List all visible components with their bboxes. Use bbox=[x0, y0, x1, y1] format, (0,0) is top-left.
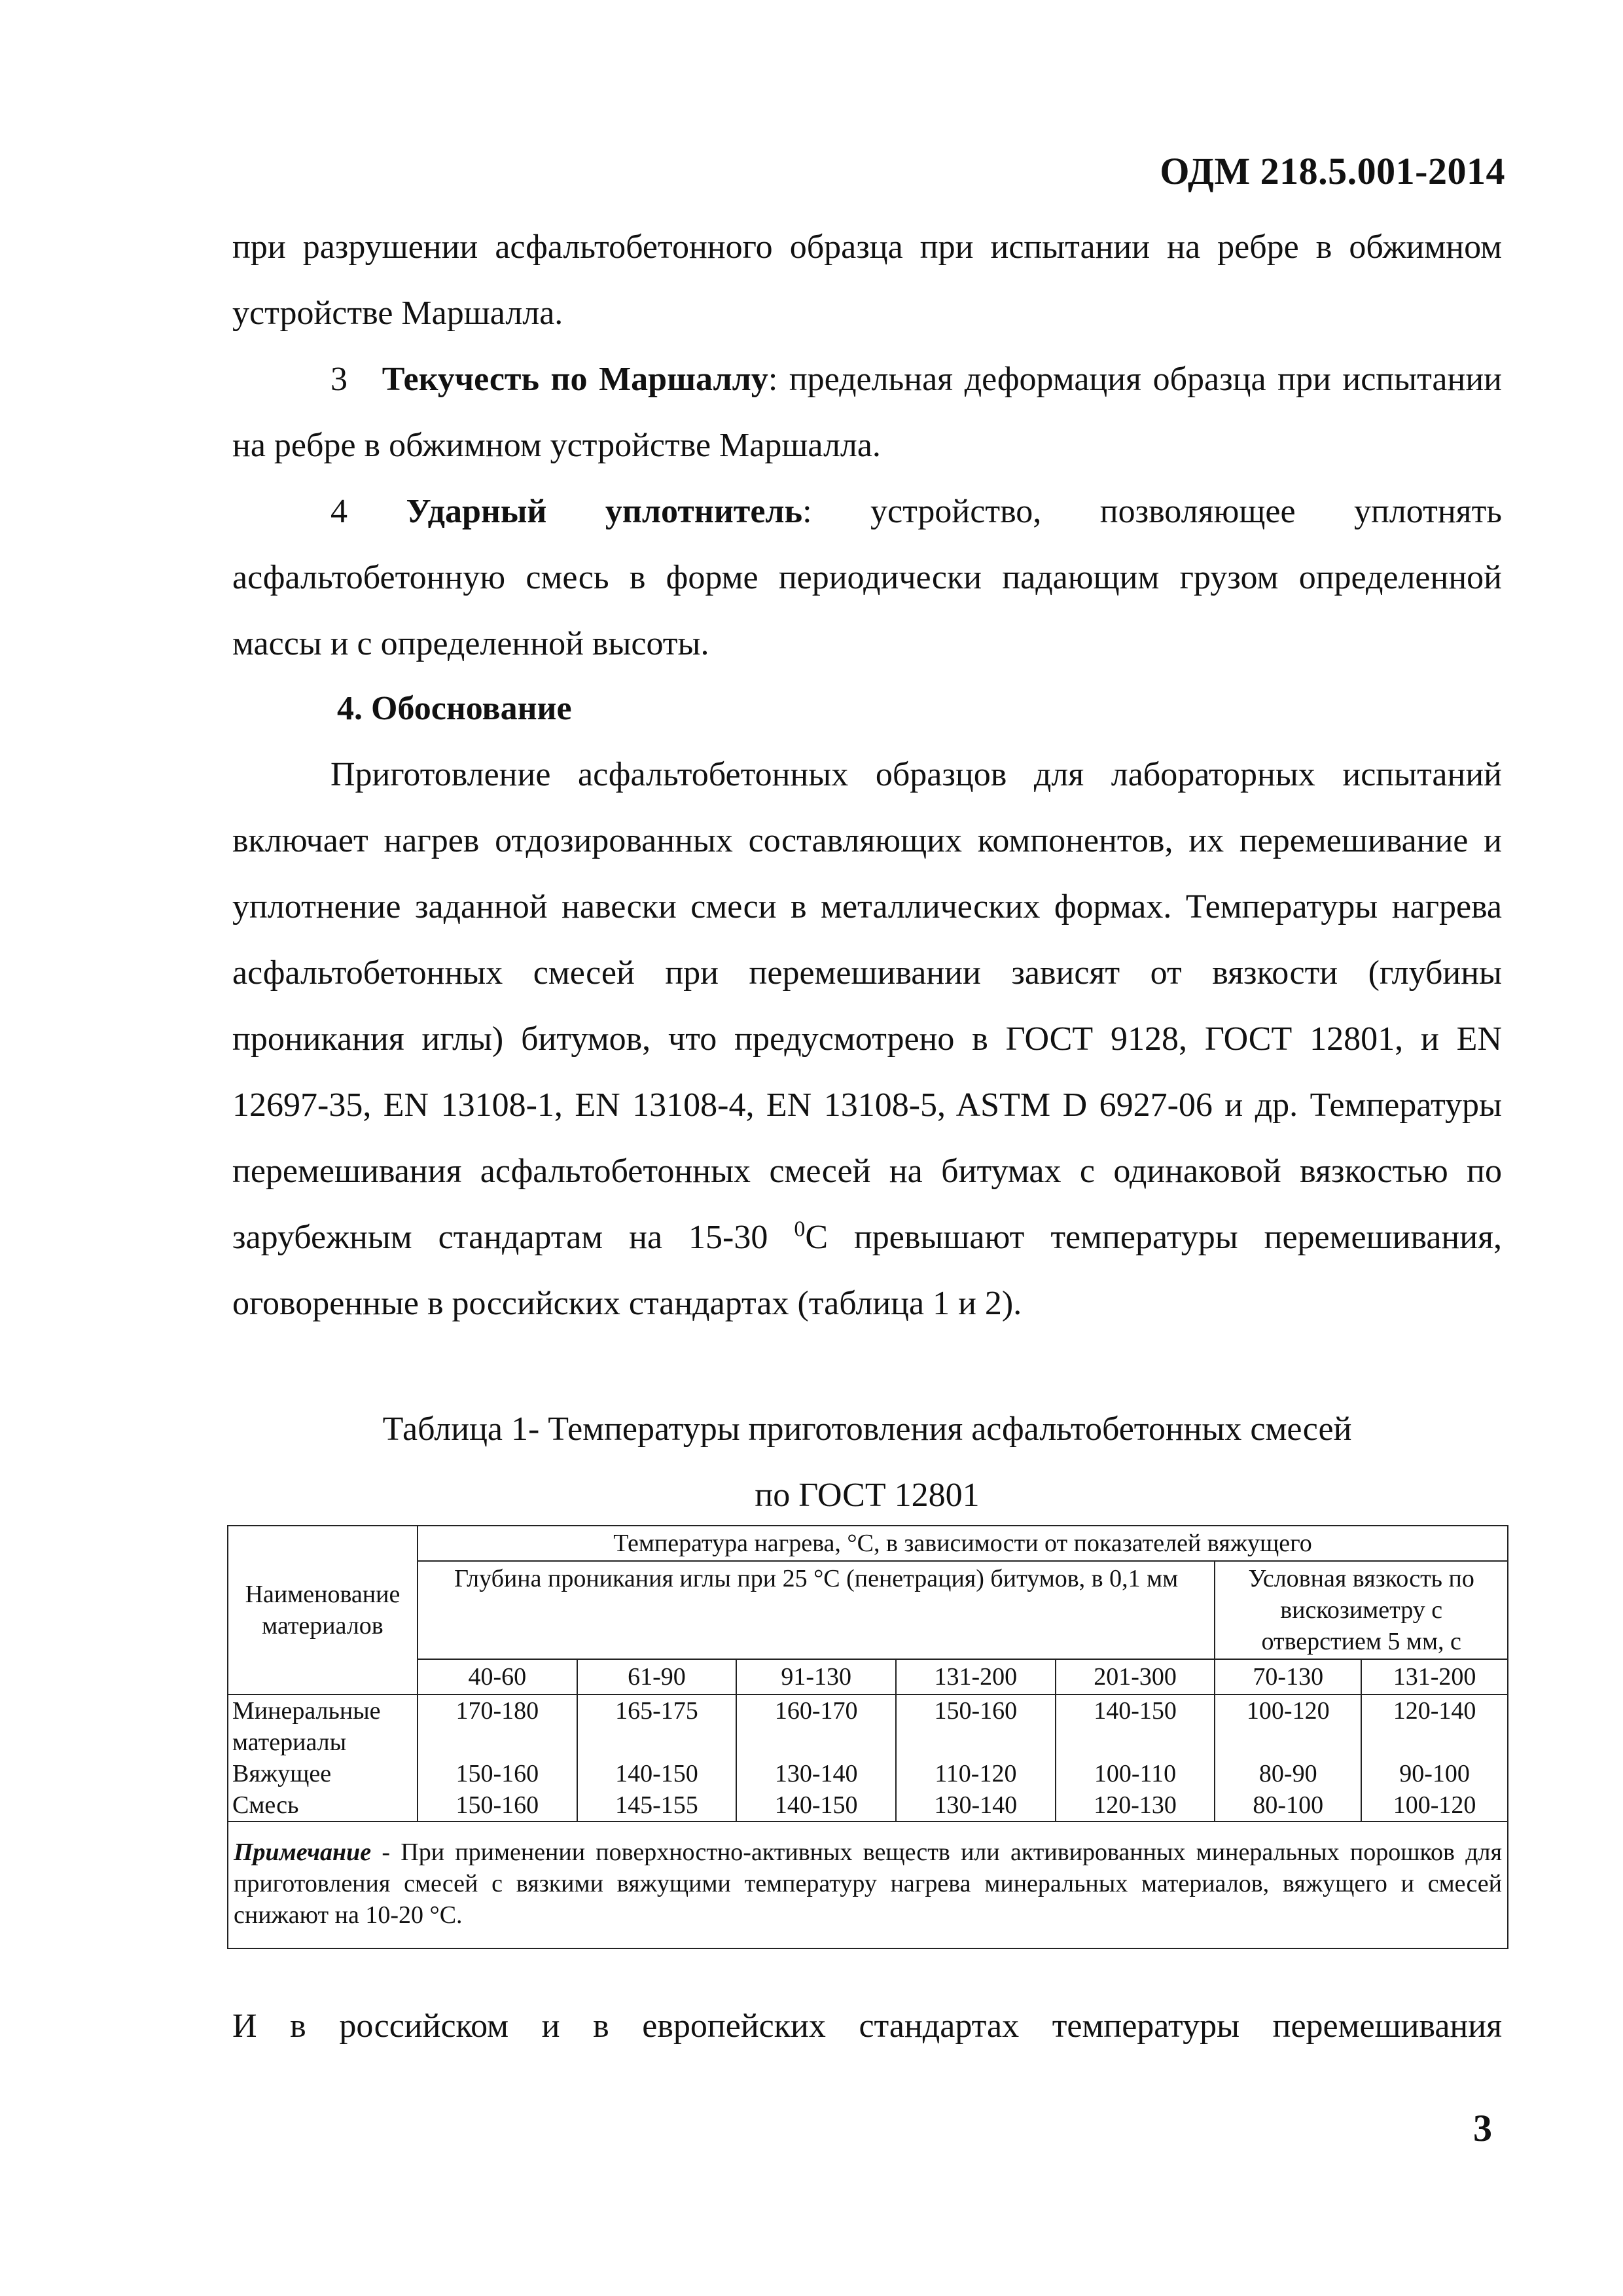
item-3-number: 3 bbox=[330, 361, 348, 398]
table-cell: 100-120 bbox=[1215, 1695, 1361, 1758]
table-cell: 150-160 bbox=[896, 1695, 1056, 1758]
table-cell: 150-160 bbox=[418, 1758, 577, 1789]
document-code: ОДМ 218.5.001-2014 bbox=[1160, 150, 1505, 192]
table-cell: 150-160 bbox=[418, 1789, 577, 1821]
rationale-part-2: С превышают температуры перемешивания, оговоренные в российских стандартах (таблица 1 и 2). bbox=[232, 1219, 1502, 1322]
paragraph-item-4 bbox=[232, 478, 1502, 677]
header-row-1 bbox=[228, 1526, 1508, 1561]
table-cell: 100-110 bbox=[1056, 1758, 1215, 1789]
table-row bbox=[228, 1789, 1508, 1821]
paragraph-continuation: при разрушении асфальтобетонного образца при испытании на ребре в обжимном устройстве Маршалла. bbox=[232, 228, 1502, 332]
note-label: Примечание bbox=[234, 1839, 372, 1866]
item-4-number: 4 bbox=[330, 493, 348, 530]
table-cell: 90-100 bbox=[1361, 1758, 1508, 1789]
penetration-header: Глубина проникания иглы при 25 °С (пенетрация) битумов, в 0,1 мм bbox=[418, 1561, 1215, 1659]
temperature-group-header: Температура нагрева, °С, в зависимости от показателей вяжущего bbox=[418, 1526, 1508, 1561]
temperature-table bbox=[227, 1525, 1508, 1949]
table-caption-line-2: по ГОСТ 12801 bbox=[755, 1477, 980, 1514]
table-caption-line-1: Таблица 1- Температуры приготовления асфальтобетонных смесей bbox=[382, 1410, 1352, 1448]
table-cell: 120-140 bbox=[1361, 1695, 1508, 1758]
note-text: - При применении поверхностно-активных веществ или активированных минеральных порошков для приготовления смесей с вязкими вяжущими температуру нагрева минеральных материалов, вяжущего и смесей снижают на 10-20 °С. bbox=[234, 1839, 1502, 1929]
table-cell: 100-120 bbox=[1361, 1789, 1508, 1821]
item-3-term: Текучесть по Маршаллу bbox=[382, 361, 768, 398]
header-row-3 bbox=[228, 1659, 1508, 1695]
paragraph-item-3 bbox=[232, 346, 1502, 478]
column-header: 201-300 bbox=[1056, 1659, 1215, 1695]
table-cell: 130-140 bbox=[896, 1789, 1056, 1821]
table-cell: 80-100 bbox=[1215, 1789, 1361, 1821]
column-header: 131-200 bbox=[1361, 1659, 1508, 1695]
degree-superscript: 0 bbox=[794, 1217, 806, 1242]
table-cell: 160-170 bbox=[736, 1695, 896, 1758]
rationale-part-1: Приготовление асфальтобетонных образцов для лабораторных испытаний включает нагрев отдозированных составляющих компонентов, их перемешивание и уплотнение заданной навески смеси в металлических формах. Температуры нагрева асфальтобетонных смесей при перемешивании зависят от вязкости (глубины проникания иглы) битумов, что предусмотрено в ГОСТ 9128, ГОСТ 12801, и EN 12697-35, EN 13108-1, EN 13108-4, EN 13108-5, ASTM D 6927-06 и др. Температуры перемешивания асфальтобетонных смесей на битумах с одинаковой вязкостью по зарубежным стандартам на 15-30 bbox=[232, 756, 1502, 1256]
table-cell: 120-130 bbox=[1056, 1789, 1215, 1821]
note-row bbox=[228, 1821, 1508, 1948]
row-name: Смесь bbox=[228, 1789, 418, 1821]
item-4-text: : устройство, позволяющее уплотнять асфальтобетонную смесь в форме периодически падающим грузом определенной массы и с определенной высоты. bbox=[232, 493, 1503, 662]
row-name: Вяжущее bbox=[228, 1758, 418, 1789]
item-4-term: Ударный уплотнитель bbox=[406, 493, 803, 530]
table-cell: 130-140 bbox=[736, 1758, 896, 1789]
table-note bbox=[228, 1821, 1508, 1948]
column-header: 70-130 bbox=[1215, 1659, 1361, 1695]
table-cell: 140-150 bbox=[1056, 1695, 1215, 1758]
row-name: Минеральные материалы bbox=[228, 1695, 418, 1758]
column-header: 131-200 bbox=[896, 1659, 1056, 1695]
column-header: 61-90 bbox=[577, 1659, 737, 1695]
table-row bbox=[228, 1758, 1508, 1789]
viscosity-header: Условная вязкость по вискозиметру с отверстием 5 мм, с bbox=[1215, 1561, 1508, 1659]
section-heading: 4. Обоснование bbox=[337, 690, 572, 727]
table-cell: 165-175 bbox=[577, 1695, 737, 1758]
paragraph-rationale bbox=[232, 742, 1502, 1336]
table-cell: 140-150 bbox=[736, 1789, 896, 1821]
table-cell: 145-155 bbox=[577, 1789, 737, 1821]
table-row bbox=[228, 1695, 1508, 1758]
table-cell: 140-150 bbox=[577, 1758, 737, 1789]
table-cell: 80-90 bbox=[1215, 1758, 1361, 1789]
name-column-header: Наименование материалов bbox=[228, 1526, 418, 1695]
column-header: 40-60 bbox=[418, 1659, 577, 1695]
paragraph-final: И в российском и в европейских стандартах температуры перемешивания bbox=[232, 2007, 1502, 2045]
column-header: 91-130 bbox=[736, 1659, 896, 1695]
table-cell: 170-180 bbox=[418, 1695, 577, 1758]
page-number: 3 bbox=[1473, 2107, 1492, 2149]
table-caption bbox=[232, 1396, 1502, 1528]
table-cell: 110-120 bbox=[896, 1758, 1056, 1789]
header-row-2 bbox=[228, 1561, 1508, 1659]
item-3-text: : предельная деформация образца при испытании на ребре в обжимном устройстве Маршалла. bbox=[232, 361, 1502, 464]
